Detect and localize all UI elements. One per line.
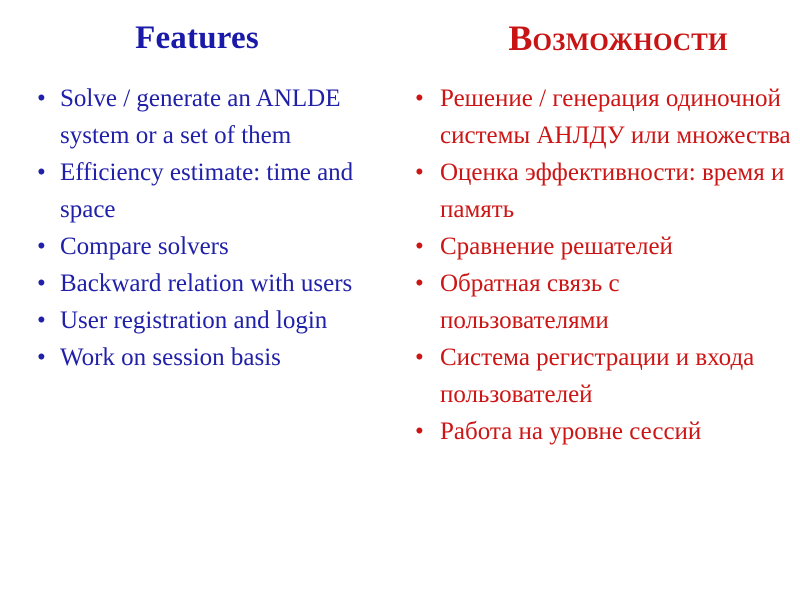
list-item bbox=[412, 265, 794, 339]
list-item-label: Решение / генерация одиночной системы АНЛДУ или множества bbox=[440, 85, 791, 149]
bullet-icon: • bbox=[37, 85, 46, 112]
list-item bbox=[412, 339, 794, 413]
list-item bbox=[412, 80, 794, 154]
bullet-icon: • bbox=[37, 233, 46, 260]
list-item bbox=[412, 413, 794, 450]
list-item-label: Efficiency estimate: time and space bbox=[60, 159, 354, 223]
bullet-list-english bbox=[34, 80, 390, 376]
list-item bbox=[34, 80, 390, 154]
list-item bbox=[34, 265, 390, 302]
bullet-icon: • bbox=[415, 233, 424, 260]
bullet-list-russian bbox=[412, 80, 794, 450]
list-item bbox=[34, 154, 390, 228]
list-item-label: Work on session basis bbox=[60, 344, 281, 371]
bullet-icon: • bbox=[415, 418, 424, 445]
list-item-label: Compare solvers bbox=[60, 233, 229, 260]
list-item bbox=[34, 302, 390, 339]
list-item-label: Работа на уровне сессий bbox=[440, 418, 702, 445]
list-item-label: Обратная связь с пользователями bbox=[440, 270, 620, 334]
page-title-russian: Возможности bbox=[508, 18, 728, 58]
list-item bbox=[34, 339, 390, 376]
list-item bbox=[412, 154, 794, 228]
list-item-label: Система регистрации и входа пользователей bbox=[440, 344, 755, 408]
bullet-icon: • bbox=[37, 344, 46, 371]
bullet-icon: • bbox=[415, 85, 424, 112]
page-title-english: Features bbox=[135, 20, 259, 56]
column-russian bbox=[400, 0, 800, 600]
bullet-icon: • bbox=[415, 344, 424, 371]
bullet-icon: • bbox=[37, 159, 46, 186]
bullet-icon: • bbox=[37, 307, 46, 334]
list-item bbox=[34, 228, 390, 265]
list-item-label: Оценка эффективности: время и память bbox=[440, 159, 785, 223]
list-item bbox=[412, 228, 794, 265]
list-item-label: Backward relation with users bbox=[60, 270, 353, 297]
bullet-icon: • bbox=[415, 270, 424, 297]
list-item-label: Solve / generate an ANLDE system or a set of them bbox=[60, 85, 341, 149]
list-item-label: Сравнение решателей bbox=[440, 233, 673, 260]
bullet-icon: • bbox=[415, 159, 424, 186]
bullet-icon: • bbox=[37, 270, 46, 297]
list-item-label: User registration and login bbox=[60, 307, 328, 334]
